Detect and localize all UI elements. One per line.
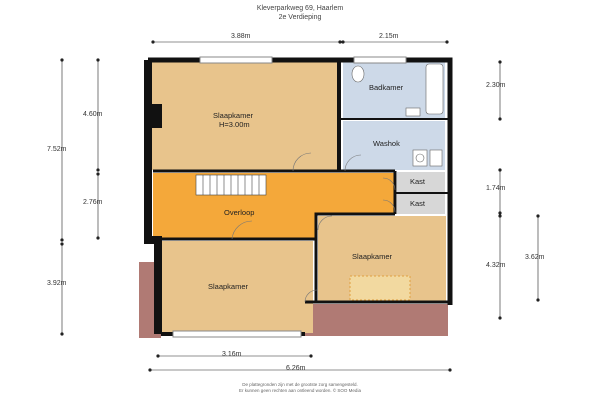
disclaimer-line-1: De plattegronden zijn met de grootste zorg samengesteld. xyxy=(242,382,358,387)
chimney xyxy=(150,104,162,128)
room-label-bedroom-bottom: Slaapkamer xyxy=(208,282,249,291)
room-label-closet-1: Kast xyxy=(410,177,426,186)
address-title: Kleverparkweg 69, Haarlem xyxy=(256,5,344,12)
room-label-bedroom-top: Slaapkamer xyxy=(213,111,254,120)
stairs xyxy=(196,175,266,195)
room-label-bedroom-right: Slaapkamer xyxy=(352,252,393,261)
dim-right-outer: 3.62m xyxy=(525,254,545,261)
room-height-label: H=3.00m xyxy=(219,120,250,129)
dim-right-3: 4.32m xyxy=(486,262,506,269)
disclaimer-line-2: Er kunnen geen rechten aan ontleend worden. © SOO Media xyxy=(239,388,361,393)
dim-left-outer-2: 3.92m xyxy=(47,280,67,287)
dim-bottom-inner: 3.16m xyxy=(222,351,242,358)
skylight xyxy=(350,276,410,300)
room-label-washok: Washok xyxy=(373,139,400,148)
dim-right-2: 1.74m xyxy=(486,185,506,192)
dim-top-left: 3.88m xyxy=(231,33,251,40)
room-label-bathroom: Badkamer xyxy=(369,83,404,92)
dim-top-right: 2.15m xyxy=(379,33,399,40)
room-label-landing: Overloop xyxy=(224,208,255,217)
dim-bottom-total: 6.26m xyxy=(286,365,306,372)
dim-left-inner-1: 4.60m xyxy=(83,111,103,118)
floor-title: 2e Verdieping xyxy=(278,14,322,21)
dim-right-1: 2.30m xyxy=(486,82,506,89)
dim-left-outer-1: 7.52m xyxy=(47,146,67,153)
terrace-right xyxy=(305,304,448,336)
room-label-closet-2: Kast xyxy=(410,199,426,208)
dim-left-inner-2: 2.76m xyxy=(83,199,103,206)
